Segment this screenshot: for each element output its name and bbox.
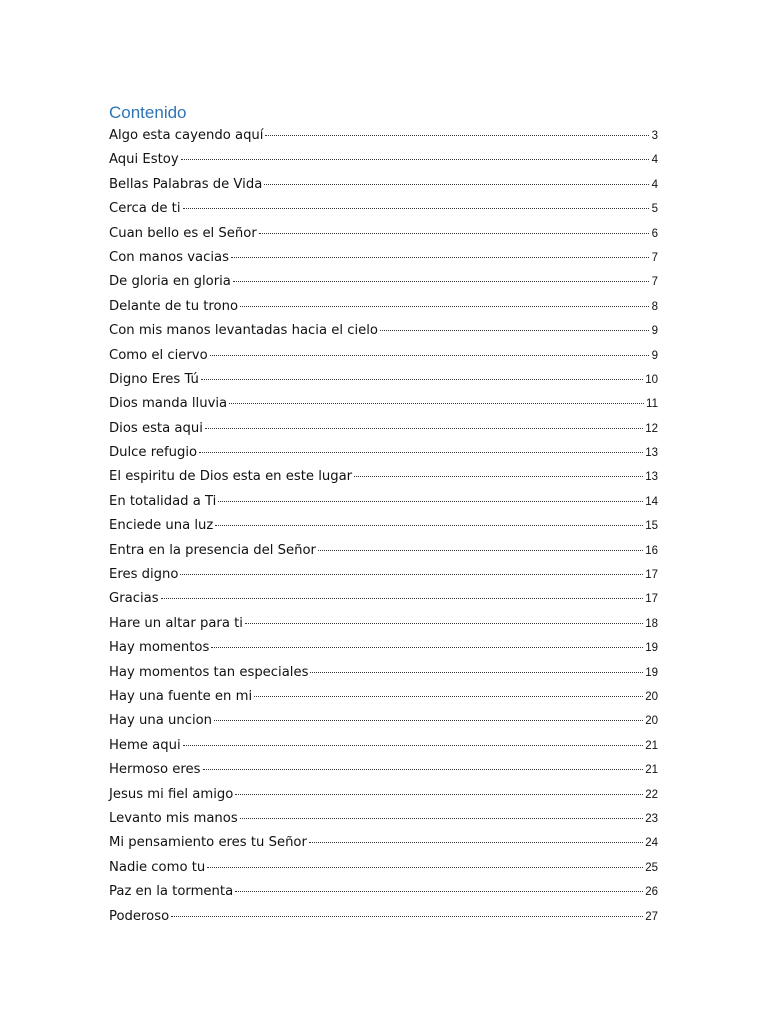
toc-entry-page-number: 17	[645, 569, 658, 582]
toc-entry-link[interactable]	[109, 465, 658, 489]
toc-entry-title: Aqui Estoy	[109, 152, 179, 168]
toc-entry-title: Eres digno	[109, 567, 179, 583]
toc-entry-title: Dios esta aqui	[109, 420, 203, 436]
toc-entry-title: Bellas Palabras de Vida	[109, 176, 263, 192]
toc-entry-link[interactable]	[109, 124, 658, 148]
toc-entry-title: Dios manda lluvia	[109, 396, 228, 412]
dot-leader	[205, 428, 643, 429]
toc-entry-link[interactable]	[109, 856, 658, 880]
toc-entry-page-number: 19	[645, 666, 658, 679]
toc-entry-page-number: 5	[651, 203, 658, 216]
dot-leader	[207, 867, 643, 868]
dot-leader	[181, 159, 649, 160]
toc-entry-link[interactable]	[109, 490, 658, 514]
toc-entry-link[interactable]	[109, 783, 658, 807]
dot-leader	[235, 794, 643, 795]
toc-entry-link[interactable]	[109, 514, 658, 538]
toc-entry-link[interactable]	[109, 392, 658, 416]
toc-entry-title: Con mis manos levantadas hacia el cielo	[109, 323, 378, 339]
toc-entry-page-number: 23	[645, 812, 658, 825]
toc-entry-page-number: 3	[651, 130, 658, 142]
dot-leader	[240, 306, 649, 307]
toc-entry-link[interactable]	[109, 148, 658, 172]
toc-entry-title: Enciede una luz	[109, 518, 214, 534]
toc-entry-title: Hay momentos tan especiales	[109, 664, 309, 680]
dot-leader	[309, 842, 643, 843]
toc-entry-link[interactable]	[109, 612, 658, 636]
toc-entry-list	[109, 124, 658, 929]
toc-entry-page-number: 4	[651, 154, 658, 167]
toc-entry-title: Heme aqui	[109, 737, 181, 753]
dot-leader	[211, 647, 643, 648]
toc-entry-title: En totalidad a Ti	[109, 493, 217, 509]
dot-leader	[199, 452, 643, 453]
dot-leader	[171, 916, 643, 917]
dot-leader	[183, 745, 644, 746]
toc-entry-page-number: 16	[645, 544, 658, 557]
toc-entry-page-number: 26	[645, 886, 658, 899]
toc-entry-link[interactable]	[109, 880, 658, 904]
toc-entry-page-number: 22	[645, 788, 658, 801]
toc-entry-page-number: 6	[651, 227, 658, 240]
toc-entry-page-number: 14	[645, 495, 658, 508]
toc-entry-title: Hare un altar para ti	[109, 615, 243, 631]
toc-entry-page-number: 19	[645, 642, 658, 655]
dot-leader	[254, 696, 643, 697]
toc-entry-title: Digno Eres Tú	[109, 371, 199, 387]
dot-leader	[214, 720, 643, 721]
dot-leader	[183, 208, 650, 209]
toc-entry-page-number: 4	[651, 178, 658, 191]
toc-entry-title: Levanto mis manos	[109, 810, 238, 826]
toc-entry-title: Mi pensamiento eres tu Señor	[109, 835, 307, 851]
toc-entry-page-number: 20	[645, 715, 658, 728]
toc-entry-link[interactable]	[109, 319, 658, 343]
dot-leader	[310, 672, 643, 673]
toc-entry-title: De gloria en gloria	[109, 274, 231, 290]
table-of-contents	[109, 102, 658, 929]
toc-entry-page-number: 15	[645, 520, 658, 533]
toc-entry-link[interactable]	[109, 173, 658, 197]
toc-entry-title: El espiritu de Dios esta en este lugar	[109, 469, 353, 485]
toc-entry-page-number: 17	[645, 593, 658, 606]
toc-entry-page-number: 24	[645, 837, 658, 850]
dot-leader	[218, 501, 643, 502]
toc-entry-page-number: 13	[645, 447, 658, 460]
toc-entry-page-number: 18	[645, 617, 658, 630]
dot-leader	[201, 379, 643, 380]
toc-entry-link[interactable]	[109, 636, 658, 660]
toc-entry-title: Como el ciervo	[109, 347, 208, 363]
toc-entry-link[interactable]	[109, 197, 658, 221]
toc-entry-page-number: 25	[645, 861, 658, 874]
toc-entry-title: Cerca de ti	[109, 201, 181, 217]
toc-entry-link[interactable]	[109, 295, 658, 319]
toc-entry-page-number: 21	[645, 739, 658, 752]
toc-entry-link[interactable]	[109, 441, 658, 465]
toc-entry-title: Nadie como tu	[109, 859, 206, 875]
dot-leader	[259, 233, 649, 234]
toc-entry-page-number: 11	[646, 398, 658, 411]
dot-leader	[161, 598, 644, 599]
dot-leader	[354, 476, 643, 477]
dot-leader	[264, 184, 649, 185]
dot-leader	[265, 135, 649, 136]
toc-entry-link[interactable]	[109, 807, 658, 831]
toc-entry-page-number: 8	[651, 300, 658, 313]
toc-entry-link[interactable]	[109, 685, 658, 709]
toc-entry-title: Entra en la presencia del Señor	[109, 542, 316, 558]
dot-leader	[203, 769, 644, 770]
toc-entry-link[interactable]	[109, 758, 658, 782]
toc-entry-title: Con manos vacias	[109, 249, 229, 265]
toc-entry-page-number: 10	[645, 373, 658, 386]
toc-entry-page-number: 7	[651, 276, 658, 289]
toc-entry-link[interactable]	[109, 222, 658, 246]
toc-entry-link[interactable]	[109, 709, 658, 733]
toc-entry-title: Gracias	[109, 591, 159, 607]
toc-entry-title: Hay una fuente en mi	[109, 688, 253, 704]
dot-leader	[245, 623, 643, 624]
toc-entry-link[interactable]	[109, 734, 658, 758]
dot-leader	[235, 891, 643, 892]
toc-entry-title: Poderoso	[109, 908, 170, 924]
toc-entry-link[interactable]	[109, 368, 658, 392]
toc-entry-link[interactable]	[109, 270, 658, 294]
toc-entry-page-number: 21	[645, 764, 658, 777]
dot-leader	[229, 403, 644, 404]
dot-leader	[233, 281, 649, 282]
dot-leader	[240, 818, 644, 819]
toc-entry-link[interactable]	[109, 246, 658, 270]
toc-entry-title: Algo esta cayendo aquí	[109, 128, 264, 143]
toc-entry-link[interactable]	[109, 417, 658, 441]
toc-entry-title: Hermoso eres	[109, 762, 201, 778]
toc-entry-link[interactable]	[109, 587, 658, 611]
toc-entry-link[interactable]	[109, 831, 658, 855]
dot-leader	[215, 525, 643, 526]
dot-leader	[231, 257, 649, 258]
toc-entry-page-number: 7	[651, 251, 658, 264]
toc-entry-title: Hay una uncion	[109, 713, 213, 729]
toc-entry-title: Hay momentos	[109, 640, 210, 656]
toc-entry-title: Jesus mi fiel amigo	[109, 786, 234, 802]
toc-entry-title: Dulce refugio	[109, 445, 198, 461]
toc-entry-page-number: 12	[645, 422, 658, 435]
toc-entry-page-number: 9	[651, 325, 658, 338]
toc-entry-page-number: 13	[645, 471, 658, 484]
toc-entry-link[interactable]	[109, 905, 658, 929]
toc-entry-title: Paz en la tormenta	[109, 884, 234, 900]
toc-entry-title: Delante de tu trono	[109, 298, 239, 314]
dot-leader	[210, 355, 649, 356]
dot-leader	[318, 550, 643, 551]
toc-entry-title: Cuan bello es el Señor	[109, 225, 257, 241]
toc-entry-page-number: 20	[645, 690, 658, 703]
toc-entry-page-number: 27	[645, 910, 658, 923]
toc-heading: Contenido	[109, 103, 187, 122]
toc-entry-page-number: 9	[651, 349, 658, 362]
toc-entry-link[interactable]	[109, 344, 658, 368]
toc-entry-link[interactable]	[109, 563, 658, 587]
toc-entry-link[interactable]	[109, 661, 658, 685]
dot-leader	[180, 574, 643, 575]
toc-entry-link[interactable]	[109, 539, 658, 563]
dot-leader	[380, 330, 649, 331]
